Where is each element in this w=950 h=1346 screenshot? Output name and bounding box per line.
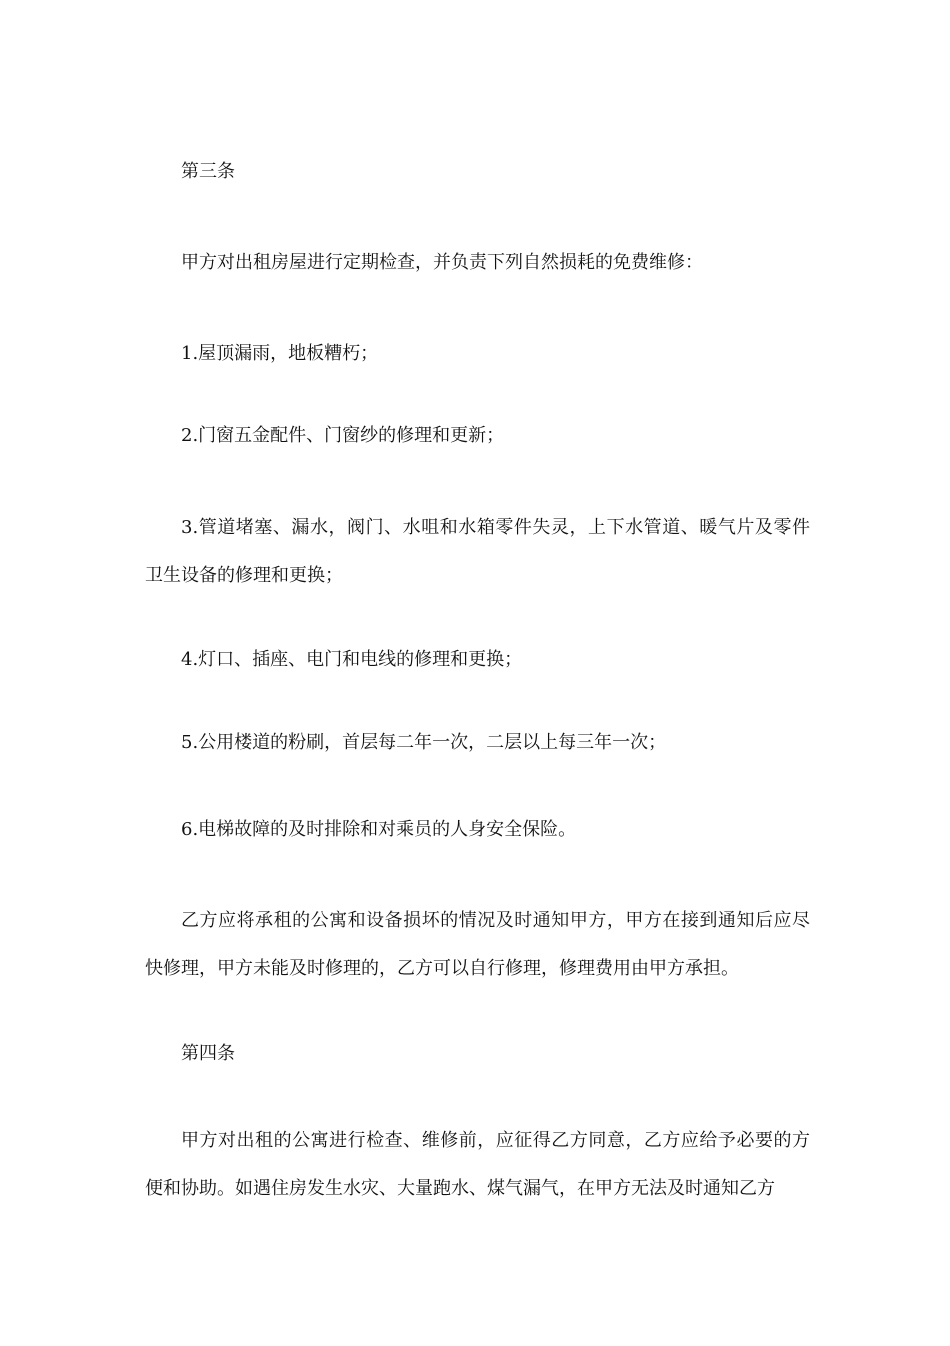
list-item-4: 4.灯口、插座、电门和电线的修理和更换； — [181, 649, 523, 670]
paragraph-tenant-notice: 乙方应将承租的公寓和设备损坏的情况及时通知甲方，甲方在接到通知后应尽快修理，甲方未能及时修理的，乙方可以自行修理，修理费用由甲方承担。 — [145, 910, 810, 979]
list-item-3: 3.管道堵塞、漏水，阀门、水咀和水箱零件失灵，上下水管道、暖气片及零件卫生设备的修理和更换； — [145, 517, 810, 586]
paragraph-article-4-body: 甲方对出租的公寓进行检查、维修前，应征得乙方同意，乙方应给予必要的方便和协助。如遇住房发生水灾、大量跑水、煤气漏气，在甲方无法及时通知乙方 — [145, 1130, 810, 1199]
list-item-2: 2.门窗五金配件、门窗纱的修理和更新； — [181, 425, 505, 446]
article-4-heading: 第四条 — [181, 1043, 235, 1064]
list-item-5: 5.公用楼道的粉刷，首层每二年一次，二层以上每三年一次； — [181, 732, 667, 753]
list-item-1: 1.屋顶漏雨，地板糟朽； — [181, 343, 379, 364]
article-3-heading: 第三条 — [181, 161, 235, 182]
paragraph-inspection-intro: 甲方对出租房屋进行定期检查，并负责下列自然损耗的免费维修： — [181, 252, 703, 273]
list-item-6: 6.电梯故障的及时排除和对乘员的人身安全保险。 — [181, 819, 577, 840]
